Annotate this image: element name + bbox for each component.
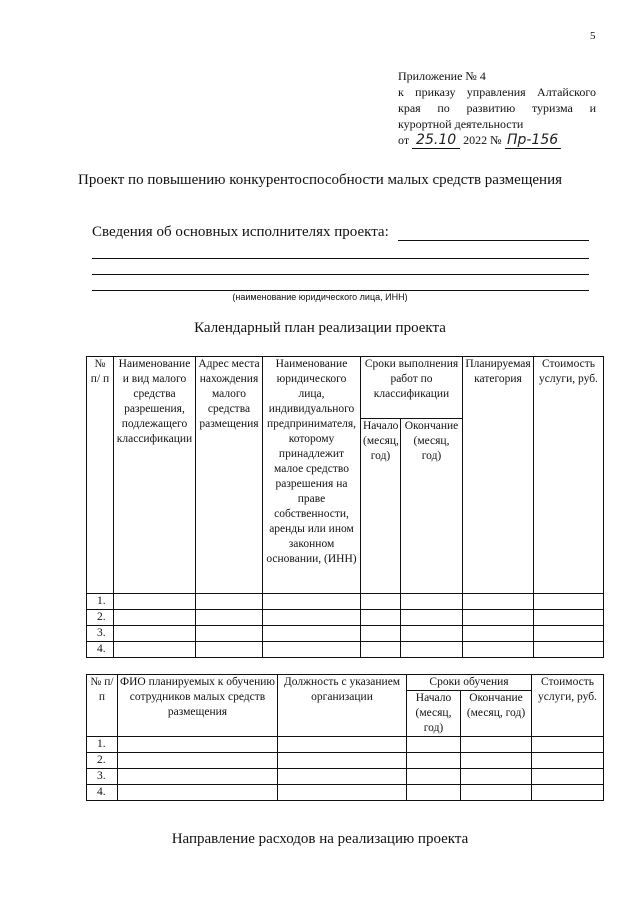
row-number: 1.: [87, 594, 114, 610]
header-cost: Стоимость услуги, руб.: [534, 357, 604, 594]
annex-line: к приказу управления Алтайского: [398, 85, 596, 99]
table-row: [87, 753, 604, 769]
number-sign: №: [490, 133, 502, 147]
header-fio: ФИО планируемых к обучению сотрудников малых средств размещения: [118, 675, 278, 737]
header-start: Начало (месяц, год): [361, 419, 401, 594]
header-end: Окончание (месяц, год): [461, 691, 532, 737]
executors-note: (наименование юридического лица, ИНН): [232, 292, 408, 302]
table-row: [87, 769, 604, 785]
row-number: 1.: [87, 737, 118, 753]
header-address: Адрес места нахождения малого средства размещения: [196, 357, 263, 594]
header-name: Наименование и вид малого средства разрешения, подлежащего классификации: [114, 357, 196, 594]
table-row: [87, 785, 604, 801]
calendar-plan-title: Календарный план реализации проекта: [194, 320, 446, 336]
annex-line: края по развитию туризма и: [398, 101, 596, 115]
annex-date-line: от 25.10 2022 № Пр-156: [398, 132, 596, 149]
executors-underline: [398, 240, 589, 241]
calendar-plan-table: [86, 356, 604, 658]
executors-line-4: [92, 290, 589, 291]
executors-line-3: [92, 274, 589, 275]
date-day: 25: [416, 132, 434, 148]
date-year: 2022: [463, 133, 488, 147]
annex-line: Приложение № 4: [398, 69, 486, 83]
date-prefix: от: [398, 133, 410, 147]
header-start: Начало (месяц, год): [407, 691, 461, 737]
header-category: Планируемая категория: [463, 357, 534, 594]
table-row: [87, 626, 604, 642]
executors-label: Сведения об основных исполнителях проекта:: [92, 224, 389, 240]
row-number: 3.: [87, 626, 114, 642]
order-number: Пр-156: [506, 132, 559, 148]
table-row: [87, 594, 604, 610]
header-entity: Наименование юридического лица, индивидуального предпринимателя, которому принадлежит малое средство разрешения на праве собственности, аренды или ином законном основании, (ИНН): [263, 357, 361, 594]
table-row: [87, 737, 604, 753]
row-number: 4.: [87, 642, 114, 658]
row-number: 4.: [87, 785, 118, 801]
header-terms: Сроки выполнения работ по классификации: [361, 357, 463, 419]
page-number: 5: [590, 30, 596, 42]
row-number: 3.: [87, 769, 118, 785]
table-row: [87, 610, 604, 626]
header-num: № п/ п: [87, 357, 114, 594]
header-position: Должность с указанием организации: [278, 675, 407, 737]
date-month: 10: [438, 132, 457, 148]
row-number: 2.: [87, 753, 118, 769]
header-training-terms: Сроки обучения: [407, 675, 532, 691]
expenses-title: Направление расходов на реализацию проекта: [171, 831, 469, 847]
table-row: [87, 642, 604, 658]
header-cost: Стоимость услуги, руб.: [532, 675, 604, 737]
training-table: [86, 674, 604, 801]
header-end: Окончание (месяц, год): [401, 419, 463, 594]
document-title: Проект по повышению конкурентоспособности малых средств размещения: [77, 172, 562, 188]
annex-line: курортной деятельности: [398, 117, 524, 131]
annex-block: [398, 68, 596, 149]
row-number: 2.: [87, 610, 114, 626]
header-num: № п/п: [87, 675, 118, 737]
executors-line-2: [92, 258, 589, 259]
